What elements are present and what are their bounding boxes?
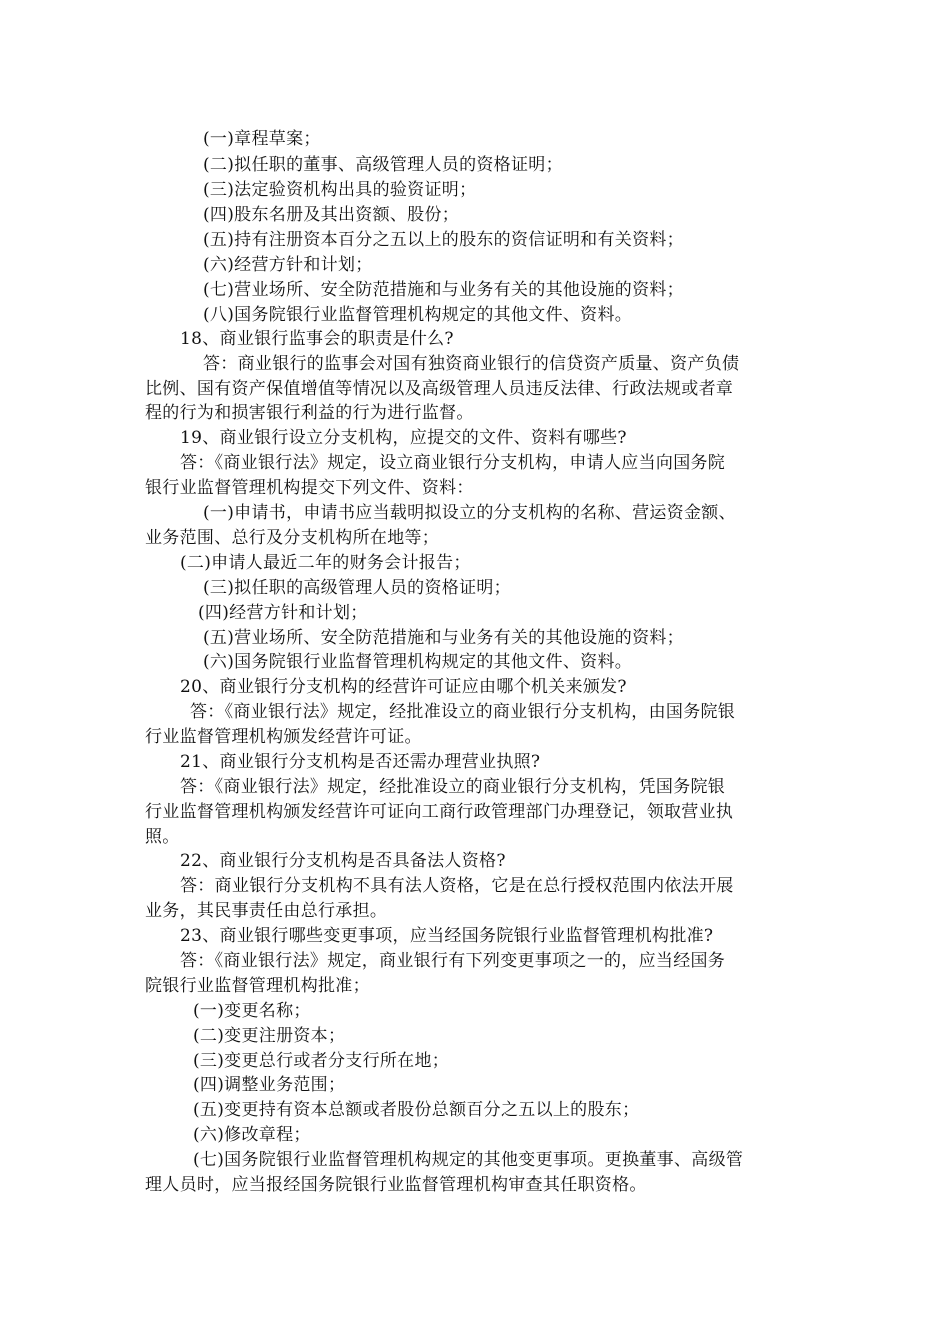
text-line: (五)持有注册资本百分之五以上的股东的资信证明和有关资料；: [203, 230, 684, 250]
answer-line: 比例、国有资产保值增值等情况以及高级管理人员违反法律、行政法规或者章: [145, 379, 734, 399]
text-line: (一)章程草案；: [203, 129, 321, 149]
text-line: (五)变更持有资本总额或者股份总额百分之五以上的股东；: [193, 1100, 640, 1120]
question-heading: 18、商业银行监事会的职责是什么?: [180, 329, 454, 349]
question-heading: 21、商业银行分支机构是否还需办理营业执照?: [180, 752, 541, 772]
text-line: (六)国务院银行业监督管理机构规定的其他文件、资料。: [203, 652, 633, 672]
answer-line: 答：商业银行分支机构不具有法人资格，它是在总行授权范围内依法开展: [180, 876, 734, 896]
text-line: (四)调整业务范围；: [193, 1075, 346, 1095]
text-line: (四)股东名册及其出资额、股份；: [203, 205, 460, 225]
text-line: (三)法定验资机构出具的验资证明；: [203, 180, 477, 200]
answer-line: 答：《商业银行法》规定，设立商业银行分支机构，申请人应当向国务院: [180, 453, 726, 473]
answer-line: 答：《商业银行法》规定，商业银行有下列变更事项之一的，应当经国务: [180, 951, 726, 971]
text-line: 业务范围、总行及分支机构所在地等；: [145, 528, 440, 548]
question-heading: 19、商业银行设立分支机构，应提交的文件、资料有哪些?: [180, 428, 627, 448]
answer-line: 照。: [145, 827, 180, 847]
text-line: (七)营业场所、安全防范措施和与业务有关的其他设施的资料；: [203, 280, 684, 300]
answer-line: 院银行业监督管理机构批准；: [145, 976, 370, 996]
answer-line: 程的行为和损害银行利益的行为进行监督。: [145, 403, 474, 423]
text-line: (三)拟任职的高级管理人员的资格证明；: [203, 578, 511, 598]
text-line: (八)国务院银行业监督管理机构规定的其他文件、资料。: [203, 305, 633, 325]
answer-line: 答：《商业银行法》规定，经批准设立的商业银行分支机构，由国务院银: [190, 702, 736, 722]
text-line: (七)国务院银行业监督管理机构规定的其他变更事项。更换董事、高级管: [193, 1150, 744, 1170]
text-line: (二)变更注册资本；: [193, 1026, 346, 1046]
question-heading: 22、商业银行分支机构是否具备法人资格?: [180, 851, 506, 871]
text-line: 理人员时，应当报经国务院银行业监督管理机构审查其任职资格。: [145, 1175, 647, 1195]
answer-line: 答：商业银行的监事会对国有独资商业银行的信贷资产质量、资产负债: [203, 354, 740, 374]
answer-line: 行业监督管理机构颁发经营许可证向工商行政管理部门办理登记，领取营业执: [145, 802, 734, 822]
answer-line: 行业监督管理机构颁发经营许可证。: [145, 727, 422, 747]
text-line: (一)变更名称；: [193, 1001, 311, 1021]
text-line: (四)经营方针和计划；: [198, 603, 368, 623]
question-heading: 20、商业银行分支机构的经营许可证应由哪个机关来颁发?: [180, 677, 627, 697]
text-line: (六)修改章程；: [193, 1125, 311, 1145]
answer-line: 银行业监督管理机构提交下列文件、资料：: [145, 478, 474, 498]
answer-line: 答：《商业银行法》规定，经批准设立的商业银行分支机构，凭国务院银: [180, 777, 726, 797]
text-line: (五)营业场所、安全防范措施和与业务有关的其他设施的资料；: [203, 628, 684, 648]
text-line: (六)经营方针和计划；: [203, 255, 373, 275]
text-line: (二)拟任职的董事、高级管理人员的资格证明；: [203, 155, 563, 175]
text-line: (三)变更总行或者分支行所在地；: [193, 1051, 450, 1071]
text-line: (一)申请书，申请书应当载明拟设立的分支机构的名称、营运资金额、: [203, 503, 736, 523]
text-line: (二)申请人最近二年的财务会计报告；: [180, 553, 471, 573]
question-heading: 23、商业银行哪些变更事项，应当经国务院银行业监督管理机构批准?: [180, 926, 714, 946]
answer-line: 业务，其民事责任由总行承担。: [145, 901, 388, 921]
